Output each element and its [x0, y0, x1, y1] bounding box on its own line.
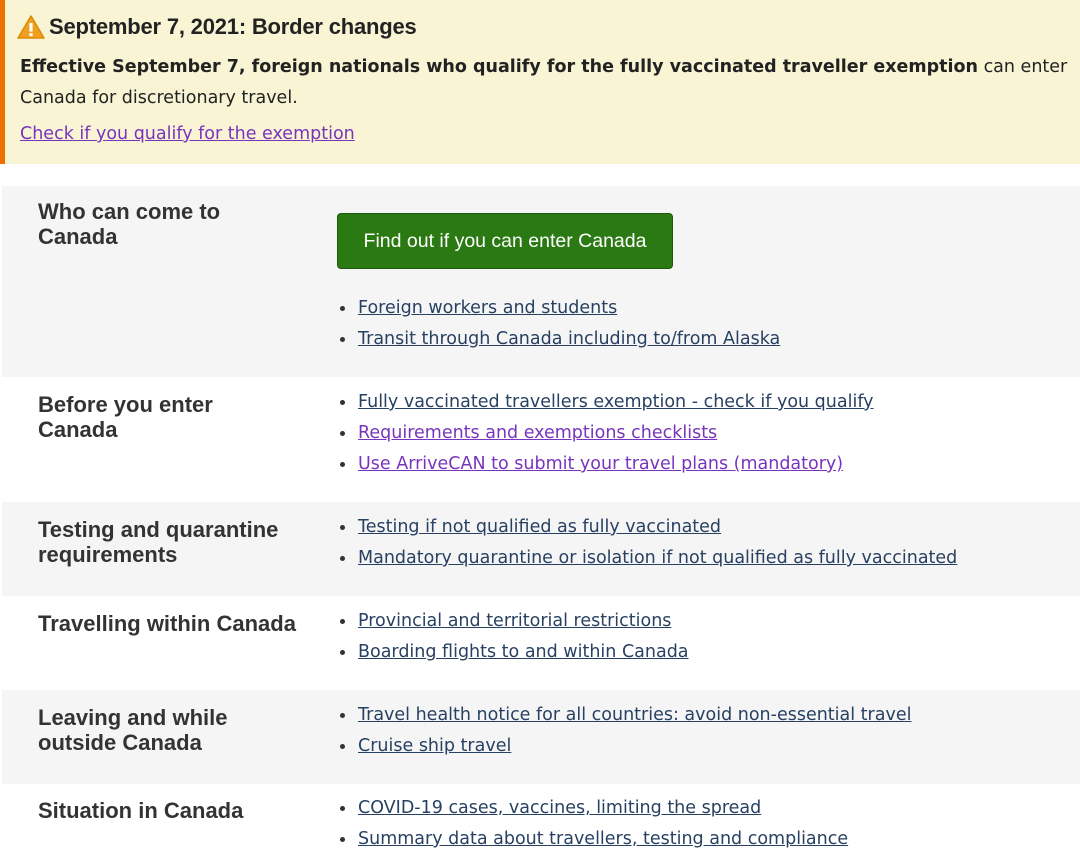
- list-item: [338, 793, 848, 824]
- quarantine-link[interactable]: Mandatory quarantine or isolation if not qualified as fully vaccinated: [358, 548, 958, 568]
- section-title: Leaving and while outside Canada: [38, 705, 228, 755]
- list-item: [338, 824, 848, 855]
- section-links: [338, 700, 911, 762]
- find-out-if-you-can-enter-button[interactable]: Find out if you can enter Canada: [337, 213, 673, 269]
- section-title: Testing and quarantine requirements: [38, 517, 279, 567]
- vaccinated-exemption-link[interactable]: Fully vaccinated travellers exemption - check if you qualify: [358, 392, 874, 412]
- provincial-restrictions-link[interactable]: Provincial and territorial restrictions: [358, 611, 672, 631]
- checklists-link[interactable]: Requirements and exemptions checklists: [358, 423, 718, 443]
- section-before-you-enter: [2, 377, 1080, 502]
- transit-alaska-link[interactable]: Transit through Canada including to/from Alaska: [358, 329, 781, 349]
- section-links: [338, 387, 874, 480]
- list-item: [338, 731, 911, 762]
- list-item: [338, 606, 689, 637]
- foreign-workers-link[interactable]: Foreign workers and students: [358, 298, 618, 318]
- boarding-flights-link[interactable]: Boarding flights to and within Canada: [358, 642, 689, 662]
- alert-title-text: September 7, 2021: Border changes: [49, 14, 417, 39]
- section-leaving-outside: [2, 690, 1080, 784]
- section-links: [338, 793, 848, 855]
- alert-body-rest: can enter Canada for discretionary travel.: [20, 57, 1068, 108]
- section-links: [338, 512, 957, 574]
- warning-icon: [17, 14, 45, 40]
- section-title: Situation in Canada: [38, 798, 244, 823]
- list-item: [338, 637, 689, 668]
- list-item: [338, 418, 874, 449]
- alert-body: [20, 52, 1070, 114]
- summary-data-link[interactable]: Summary data about travellers, testing and compliance: [358, 829, 849, 849]
- list-item: [338, 543, 957, 574]
- list-item: [338, 387, 874, 418]
- travel-health-notice-link[interactable]: Travel health notice for all countries: avoid non-essential travel: [358, 705, 912, 725]
- section-who-can-come: [2, 186, 1080, 377]
- alert-title: [17, 14, 417, 40]
- list-item: [338, 293, 780, 324]
- list-item: [338, 512, 957, 543]
- border-changes-alert: [0, 0, 1080, 164]
- testing-link[interactable]: Testing if not qualified as fully vaccinated: [358, 517, 722, 537]
- list-item: [338, 324, 780, 355]
- section-links: [338, 293, 780, 355]
- cruise-ship-link[interactable]: Cruise ship travel: [358, 736, 512, 756]
- section-links: [338, 606, 689, 668]
- alert-body-bold: Effective September 7, foreign nationals who qualify for the fully vaccinated traveller exemption: [20, 57, 978, 77]
- section-title: Who can come to Canada: [38, 199, 221, 249]
- list-item: [338, 700, 911, 731]
- section-title: Before you enter Canada: [38, 392, 213, 442]
- section-travelling-within: [2, 596, 1080, 690]
- check-exemption-link[interactable]: Check if you qualify for the exemption: [20, 124, 355, 144]
- section-situation: [2, 784, 1080, 866]
- section-testing-quarantine: [2, 502, 1080, 596]
- covid-cases-link[interactable]: COVID-19 cases, vaccines, limiting the spread: [358, 798, 762, 818]
- arrivecan-link[interactable]: Use ArriveCAN to submit your travel plans (mandatory): [358, 454, 844, 474]
- section-title: Travelling within Canada: [38, 611, 296, 636]
- list-item: [338, 449, 874, 480]
